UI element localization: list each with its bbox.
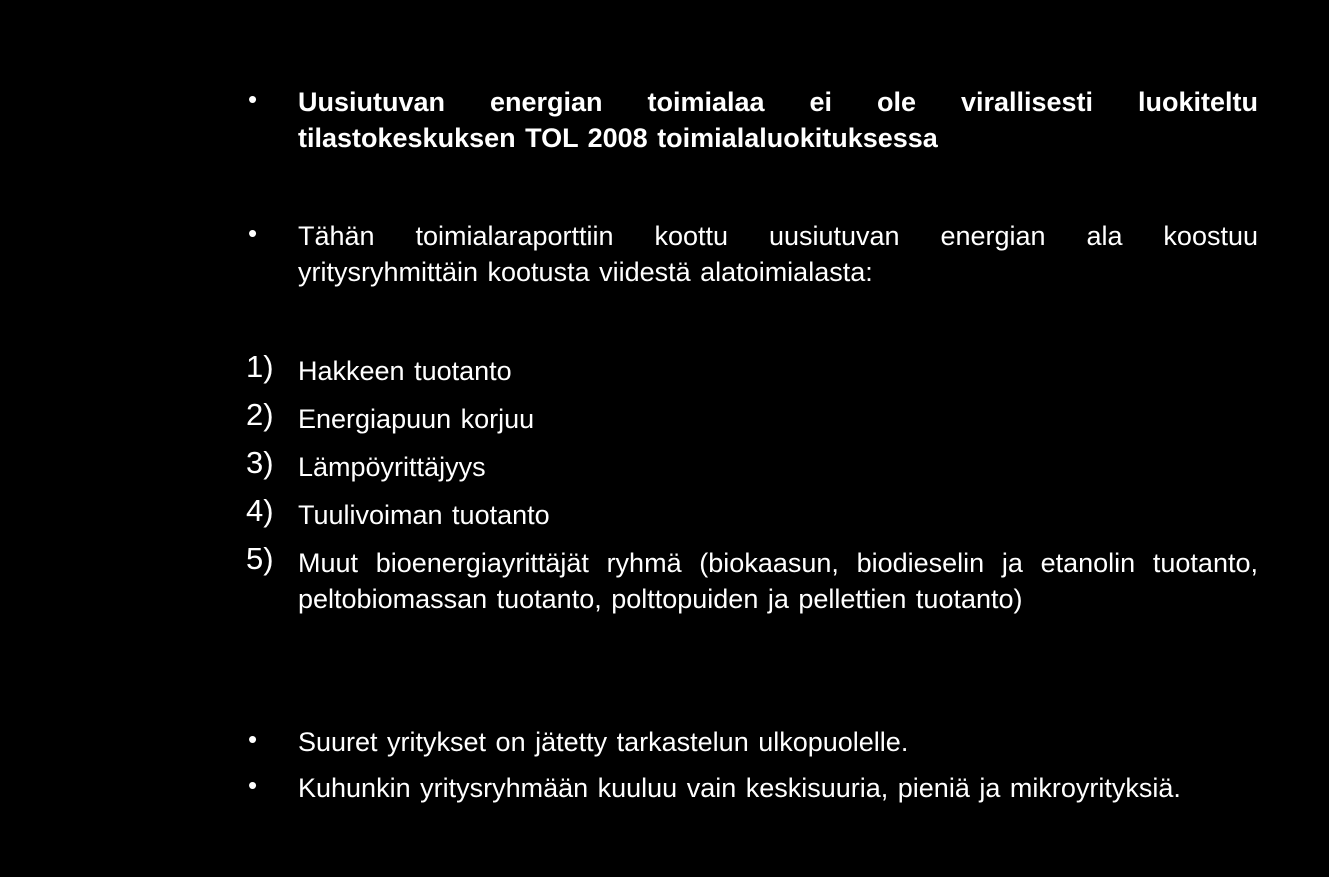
item-text: Lämpöyrittäjyys — [298, 452, 486, 482]
bullet-icon: • — [248, 84, 258, 114]
item-number: 5) — [246, 541, 274, 576]
bullet-icon: • — [248, 218, 258, 248]
bullet-icon: • — [248, 770, 258, 800]
item-number: 4) — [246, 493, 274, 528]
bullet-text: Tähän toimialaraporttiin koottu uusiutuvan energian ala koostuu yritysryhmittäin kootusta viidestä alatoimialasta: — [298, 221, 1258, 287]
item-text: Muut bioenergiayrittäjät ryhmä (biokaasun, biodieselin ja etanolin tuotanto, peltobiomassan tuotanto, polttopuiden ja pellettien tuotanto) — [298, 548, 1258, 614]
item-number: 1) — [246, 349, 274, 384]
item-number: 2) — [246, 397, 274, 432]
item-text: Energiapuun korjuu — [298, 404, 535, 434]
item-number: 3) — [246, 445, 274, 480]
item-text: Tuulivoiman tuotanto — [298, 500, 550, 530]
bullet-text: Suuret yritykset on jätetty tarkastelun ulkopuolelle. — [298, 727, 909, 757]
bullet-text: Uusiutuvan energian toimialaa ei ole virallisesti luokiteltu tilastokeskuksen TOL 2008 toimialaluokituksessa — [298, 87, 1258, 153]
bullet-text: Kuhunkin yritysryhmään kuuluu vain keskisuuria, pieniä ja mikroyrityksiä. — [298, 773, 1181, 803]
bullet-icon: • — [248, 724, 258, 754]
item-text: Hakkeen tuotanto — [298, 356, 512, 386]
